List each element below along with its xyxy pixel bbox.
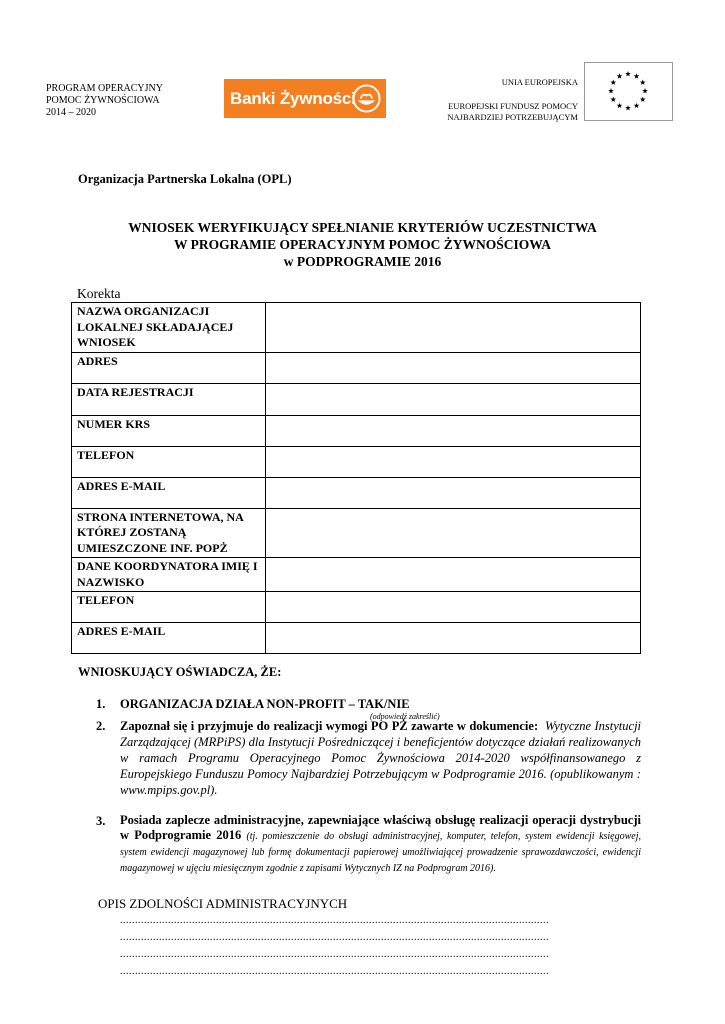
opl-heading: Organizacja Partnerska Lokalna (OPL) <box>78 172 292 186</box>
table-row <box>72 352 641 383</box>
table-row <box>72 558 641 592</box>
field-label: NUMER KRS <box>72 415 266 446</box>
item-bold-text: Posiada zaplecze administracyjne, zapewniające właściwą obsługę realizacji operacji dystrybucji w Podprogramie 2016 <box>120 813 641 842</box>
item-number: 3. <box>96 814 106 828</box>
program-line: POMOC ŻYWNOŚCIOWA <box>46 95 160 106</box>
program-line: 2014 – 2020 <box>46 107 96 118</box>
eu-union-label: UNIA EUROPEJSKA <box>501 77 578 87</box>
field-label: ADRES E-MAIL <box>72 623 266 654</box>
dotted-line[interactable]: ............................................................................................................................................... <box>120 932 549 943</box>
program-line: PROGRAM OPERACYJNY <box>46 83 163 94</box>
eu-fund-label <box>420 101 578 123</box>
dotted-line[interactable]: ............................................................................................................................................... <box>120 966 549 977</box>
field-value[interactable] <box>266 383 641 415</box>
banki-zywnosci-logo <box>224 79 386 118</box>
table-row <box>72 508 641 558</box>
field-label: ADRES <box>72 352 266 383</box>
table-row <box>72 592 641 623</box>
eu-flag <box>584 62 673 121</box>
star-icon <box>640 97 646 102</box>
eu-fund-line: NAJBARDZIEJ POTRZEBUJĄCYM <box>447 112 578 122</box>
field-value[interactable] <box>266 446 641 477</box>
dotted-line[interactable]: ............................................................................................................................................... <box>120 949 549 960</box>
field-label: STRONA INTERNETOWA, NA KTÓREJ ZOSTANĄ UMIESZCZONE INF. POPŻ <box>72 508 266 558</box>
item-number: 1. <box>96 697 106 711</box>
star-icon <box>625 105 631 110</box>
title-line: w PODPROGRAMIE 2016 <box>283 254 442 269</box>
opis-heading: OPIS ZDOLNOŚCI ADMINISTRACYJNYCH <box>98 896 348 911</box>
korekta-label: Korekta <box>77 286 121 301</box>
table-row <box>72 623 641 654</box>
field-value[interactable] <box>266 352 641 383</box>
declaration-item-2 <box>96 718 641 798</box>
table-row <box>72 415 641 446</box>
field-label: NAZWA ORGANIZACJI LOKALNEJ SKŁADAJĄCEJ WNIOSEK <box>72 303 266 353</box>
table-row <box>72 446 641 477</box>
field-value[interactable] <box>266 558 641 592</box>
star-icon <box>617 103 623 108</box>
table-row <box>72 477 641 508</box>
field-value[interactable] <box>266 477 641 508</box>
field-label: DATA REJESTRACJI <box>72 383 266 415</box>
item-italic-text: Wytyczne Instytucji Zarządzającej (MRPiPS) dla Instytucji Pośredniczącej i beneficjentów dotyczące działań realizowanych w ramach Programu Operacyjnego Pomoc Żywnościowa 2014-2020 współfinansowanego z Europejskiego Funduszu Pomocy Najbardziej Potrzebującym w Podprogramie 2016. (opublikowanym : www.mpips.gov.pl). <box>120 719 642 797</box>
field-label: DANE KOORDYNATORA IMIĘ I NAZWISKO <box>72 558 266 592</box>
table-row <box>72 383 641 415</box>
food-bank-logo-icon <box>352 84 381 113</box>
field-value[interactable] <box>266 303 641 353</box>
table-row <box>72 303 641 353</box>
star-icon <box>640 80 646 85</box>
star-icon <box>642 88 648 93</box>
title-line: WNIOSEK WERYFIKUJĄCY SPEŁNIANIE KRYTERIÓW UCZESTNICTWA <box>128 220 597 235</box>
dotted-line[interactable]: ............................................................................................................................................... <box>120 915 549 926</box>
field-label: TELEFON <box>72 446 266 477</box>
star-icon <box>634 73 640 78</box>
eu-stars-icon <box>585 63 672 120</box>
field-label: TELEFON <box>72 592 266 623</box>
star-icon <box>634 103 640 108</box>
program-label <box>46 83 163 119</box>
star-icon <box>610 97 616 102</box>
field-value[interactable] <box>266 415 641 446</box>
star-icon <box>617 73 623 78</box>
title-line: W PROGRAMIE OPERACYJNYM POMOC ŻYWNOŚCIOWA <box>174 237 551 252</box>
item-italic-text: (tj. pomieszczenie do obsługi administracyjnej, komputer, telefon, system ewidencji księgowej, system ewidencji magazynowej lub formę dokumentacji papierowej umożliwiającej prowadzenie sprawozdawczości, ewidencji magazynowej w ujęciu miesięcznym zgodnie z zapisami Wytycznych IZ na Podprogram 2016). <box>120 831 642 874</box>
eu-fund-line: EUROPEJSKI FUNDUSZ POMOCY <box>448 101 578 111</box>
field-value[interactable] <box>266 592 641 623</box>
logo-text: Banki Żywności <box>230 88 356 108</box>
star-icon <box>625 71 631 76</box>
item-number: 2. <box>96 719 106 733</box>
document-title <box>60 219 665 270</box>
star-icon <box>608 88 614 93</box>
item-note: (odpowiedź zakreślić) <box>370 712 440 721</box>
declaration-item-3 <box>96 813 641 876</box>
field-label: ADRES E-MAIL <box>72 477 266 508</box>
item-bold-text: Zapoznał się i przyjmuje do realizacji wymogi PO PŻ zawarte w dokumencie: <box>120 719 539 733</box>
application-form-table <box>71 302 641 654</box>
field-value[interactable] <box>266 508 641 558</box>
item-text: ORGANIZACJA DZIAŁA NON-PROFIT – TAK/NIE <box>120 697 410 711</box>
field-value[interactable] <box>266 623 641 654</box>
declaration-heading: WNIOSKUJĄCY OŚWIADCZA, ŻE: <box>78 665 282 679</box>
star-icon <box>610 80 616 85</box>
